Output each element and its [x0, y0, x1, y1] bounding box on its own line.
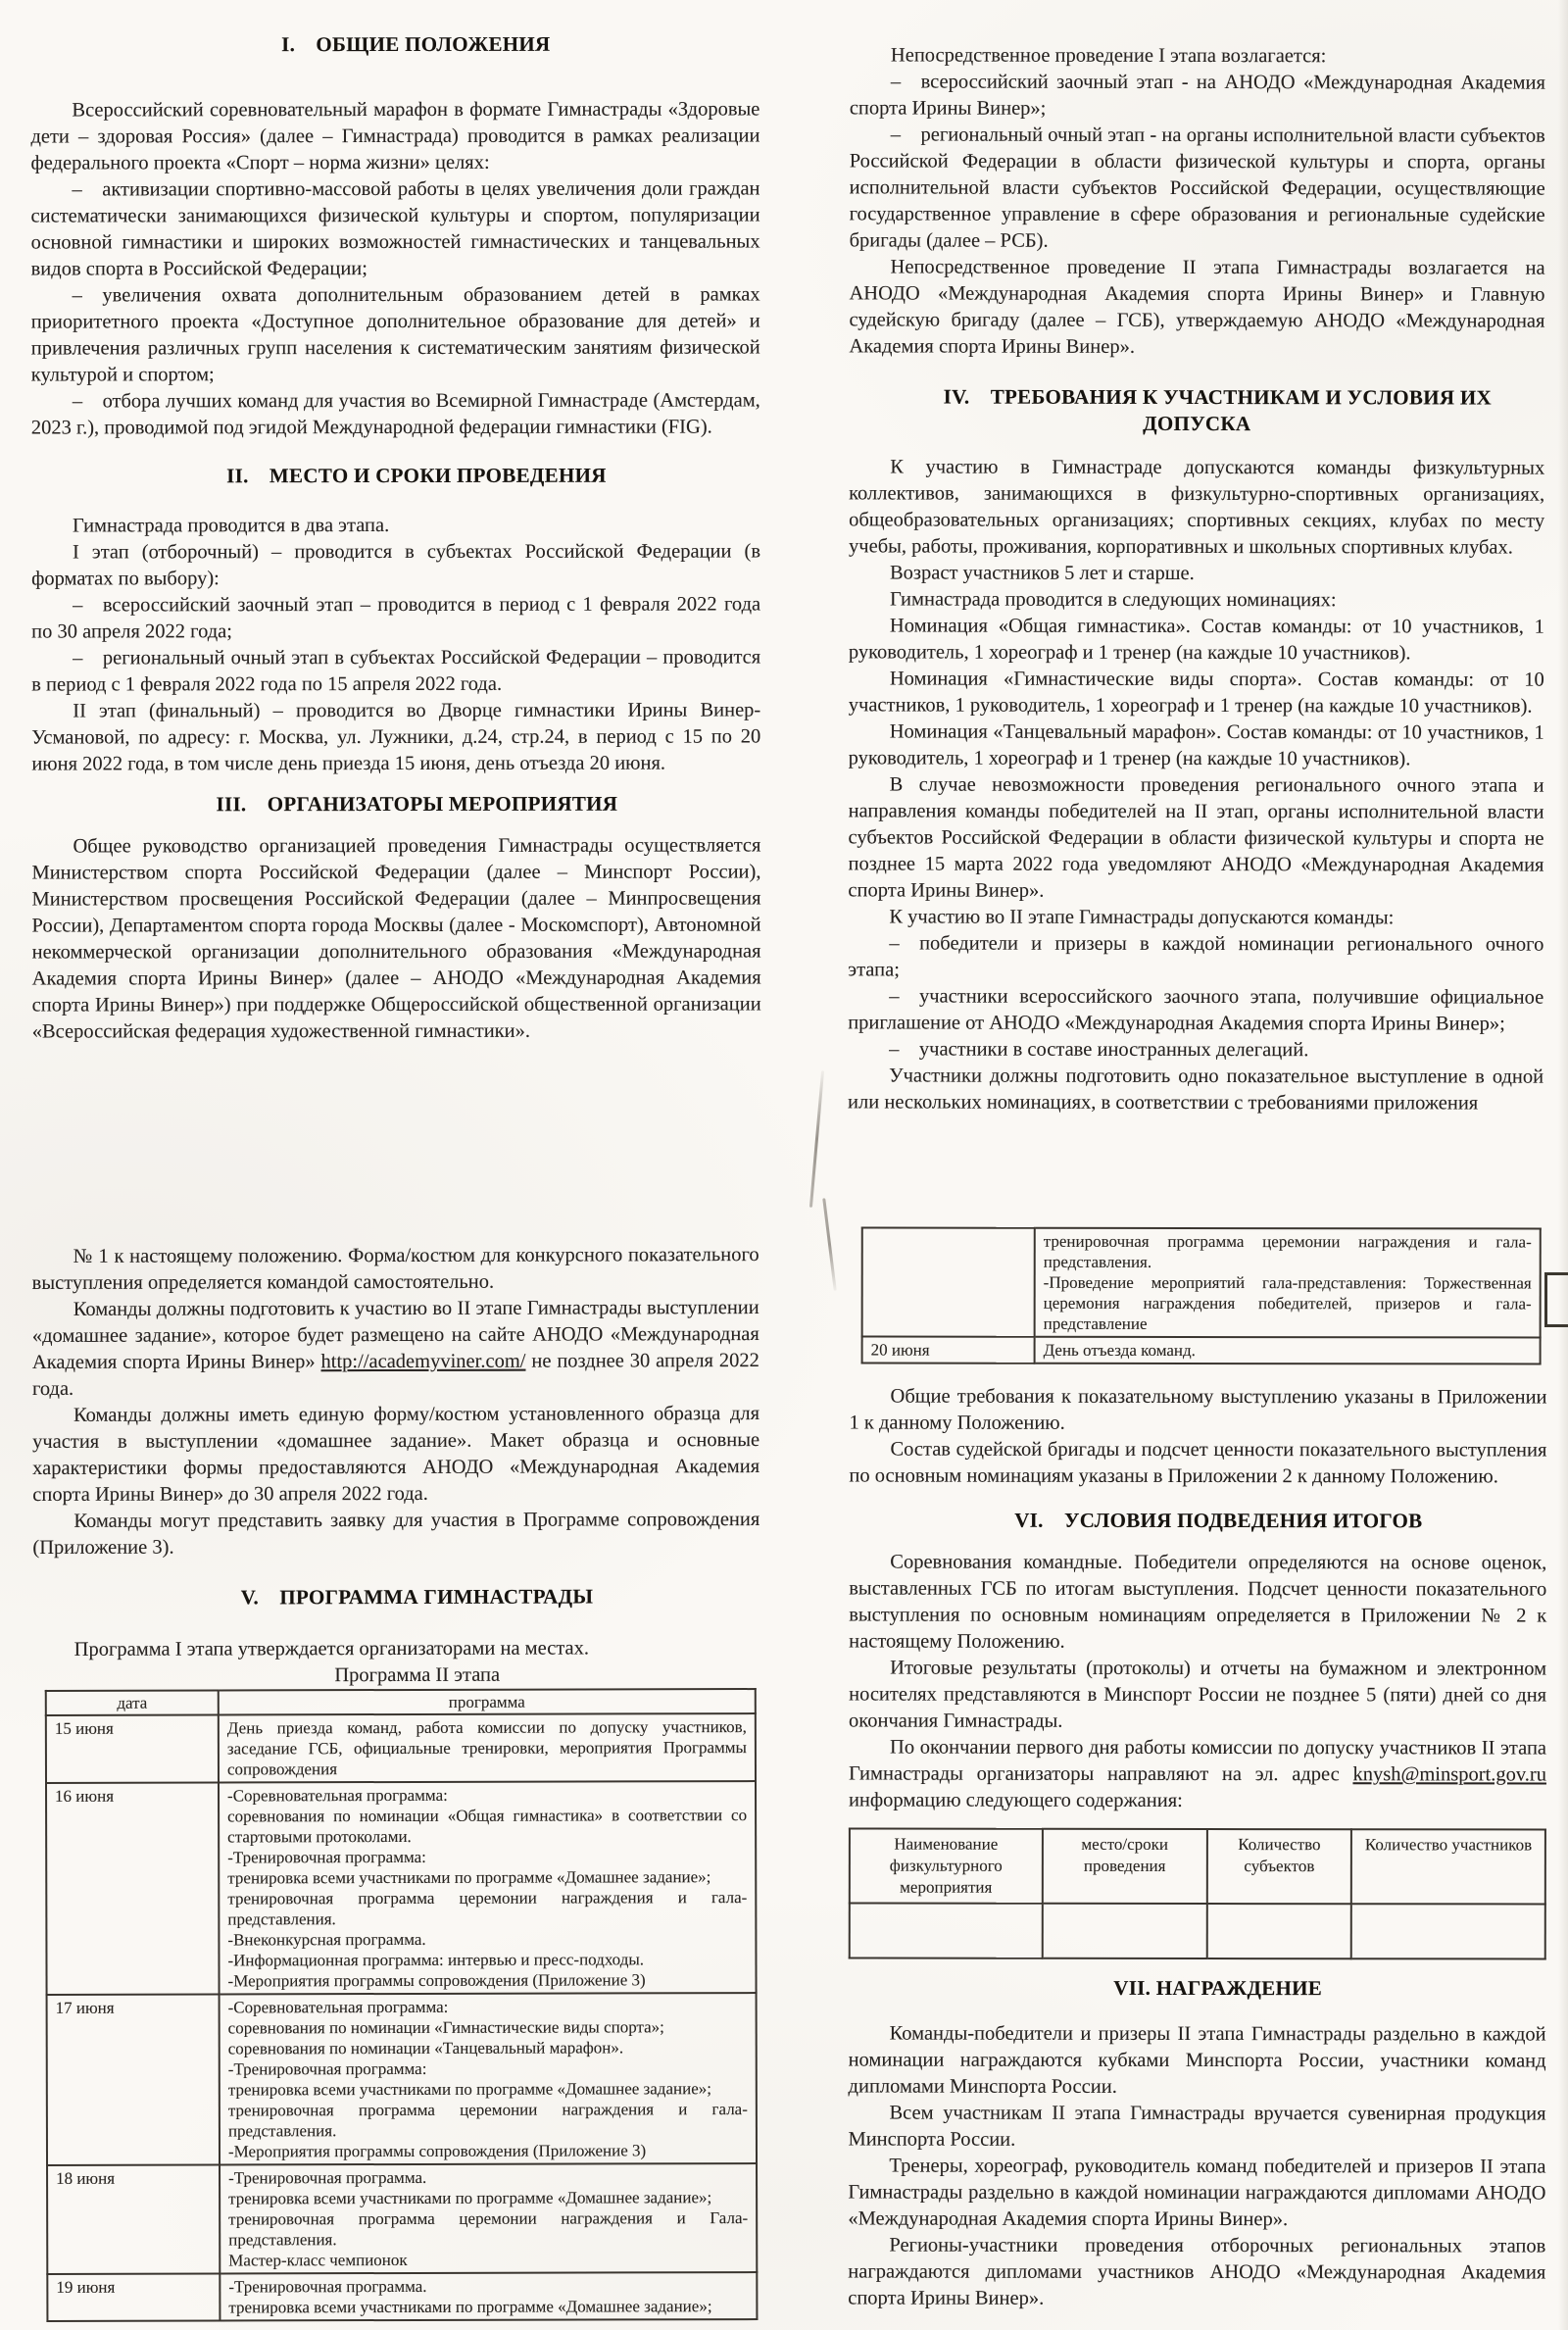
bullet-paragraph: – региональный очный этап в субъектах Российской Федерации – проводится в период с 1 февраля 2022 года по 15 апреля 2022 года.: [31, 646, 761, 696]
scan-crease-artifact: [822, 1198, 837, 1291]
empty-cell: [850, 1904, 1043, 1958]
bullet-paragraph: – региональный очный этап - на органы исполнительной власти субъектов Российской Федерации в области физической культуры и спорта, органы исполнительной власти субъектов Российской Федерации, осуществляющие государственное управление в сфере образования и региональные судейские бригады (далее – РСБ).: [849, 124, 1545, 252]
paragraph: Всем участникам II этапа Гимнастрады вручается сувенирная продукция Минспорта России.: [848, 2102, 1546, 2151]
date-cell: 17 июня: [47, 1994, 220, 2164]
paragraph: Команды-победители и призеры II этапа Гимнастрады раздельно в каждой номинации награждаются кубками Минспорта России, участники команд дипломами Минспорта России.: [848, 2022, 1546, 2098]
paragraph: II этап (финальный) – проводится во Дворце гимнастики Ирины Винер-Усмановой, по адресу: г. Москва, ул. Лужники, д.24, стр.24, в период с 15 по 20 июня 2022 года, в том числе день приезда 15 июня, день отъезда 20 июня.: [31, 699, 761, 775]
program-cell: [1035, 1337, 1541, 1364]
bullet-paragraph: – всероссийский заочный этап – проводится в период с 1 февраля 2022 года по 30 апреля 2022 года;: [31, 593, 761, 643]
cell-line: -Внеконкурсная программа.: [227, 1929, 426, 1950]
table-row: [46, 1713, 756, 1783]
bullet-paragraph: – активизации спортивно-массовой работы в целях увеличения доли граждан систематически занимающихся физической культуры и спортом, популяризации основной гимнастики и широких возможностей гимнастических и танцевальных видов спорта в Российской Федерации;: [30, 177, 760, 280]
section-heading-awards: VII. НАГРАЖДЕНИЕ: [1113, 1975, 1323, 2001]
paragraph: Гимнастрада проводится в следующих номинациях:: [889, 588, 1337, 612]
empty-cell: [1207, 1904, 1352, 1958]
date-cell: 15 июня: [46, 1714, 219, 1782]
cell-line: День отъезда команд.: [1043, 1340, 1196, 1360]
cell-line: -Соревновательная программа:: [227, 1997, 449, 2017]
paragraph: Итоговые результаты (протоколы) и отчеты на бумажном и электронном носителях представляются в Минспорт России не позднее 5 (пяти) дней со дня окончания Гимнастрады.: [849, 1657, 1547, 1732]
paragraph: Общие требования к показательному выступлению указаны в Приложении 1 к данному Положению.: [849, 1385, 1547, 1434]
cell-line: тренировочная программа церемонии награждения и гала-представления.: [227, 1888, 748, 1929]
column-bottom-left: [32, 1242, 762, 2322]
paragraph: Команды могут представить заявку для участия в Программе сопровождения (Приложение 3).: [32, 1509, 760, 1559]
table-header-row: [46, 1689, 756, 1715]
bullet-paragraph: – участники всероссийского заочного этапа, получившие официальное приглашение от АНОДО «Международная Академия спорта Ирины Винер»;: [848, 985, 1544, 1035]
paragraph: Общее руководство организацией проведения Гимнастрады осуществляется Министерством спорта Российской Федерации (далее – Минспорт России), Министерством просвещения Российской Федерации (далее – Минпросвещения России), Департаментом спорта города Москвы (далее - Москомспорт), Автономной некоммерческой организации дополнительного образования «Международная Академия спорта Ирины Винер» (далее – АНОДО «Международная Академия спорта Ирины Винер») при поддержке Общероссийской общественной организации «Всероссийская федерация художественной гимнастики».: [31, 834, 761, 1043]
empty-cell: [1351, 1904, 1545, 1958]
date-cell: [862, 1228, 1035, 1337]
date-cell: 16 июня: [46, 1782, 220, 1994]
column-header-place-dates: место/сроки проведения: [1043, 1829, 1207, 1904]
scan-edge-shadow: [1558, 0, 1568, 2330]
paragraph: I этап (отборочный) – проводится в субъектах Российской Федерации (в форматах по выбору):: [31, 540, 761, 590]
cell-line: -Тренировочная программа.: [228, 2276, 427, 2297]
program-table-continuation: [861, 1227, 1542, 1365]
paragraph: В случае невозможности проведения регионального очного этапа и направления команды победителей на II этап, органы исполнительной власти субъектов Российской Федерации в области физической культуры и спорта не позднее 15 марта 2022 года уведомляют АНОДО «Международная Академия спорта Ирины Винер».: [848, 773, 1544, 902]
paragraph: Непосредственное проведение I этапа возлагается:: [890, 44, 1327, 68]
paragraph: К участию в Гимнастраде допускаются команды физкультурных коллективов, занимающихся в физкультурно-спортивных организациях, общеобразовательных организациях; спортивных секциях, клубах по месту учебы, работы, проживания, корпоративных и школьных спортивных клубах.: [849, 456, 1545, 559]
report-info-table: [849, 1828, 1546, 1960]
paragraph: Гимнастрада проводится в два этапа.: [72, 515, 390, 537]
program-cell: [219, 1781, 757, 1994]
paragraph: Команды должны иметь единую форму/костюм установленного образца для участия в выступлении «домашнее задание». Макет образца и основные характеристики формы предоставляются АНОДО «Международная Академия спорта Ирины Винер» до 30 апреля 2022 года.: [32, 1403, 760, 1506]
paragraph: Всероссийский соревновательный марафон в формате Гимнастрады «Здоровые дети – здоровая Россия» (далее – Гимнастрада) проводится в рамках реализации федерального проекта «Спорт – норма жизни» целях:: [30, 98, 760, 174]
paragraph: Тренеры, хореограф, руководитель команд победителей и призеров II этапа Гимнастрады раздельно в каждой номинации награждаются дипломами АНОДО «Международная Академия спорта Ирины Винер».: [848, 2155, 1546, 2231]
cell-line: -Соревновательная программа:: [227, 1785, 448, 1806]
date-cell: 20 июня: [862, 1337, 1035, 1363]
bullet-paragraph: – всероссийский заочный этап - на АНОДО «Международная Академия спорта Ирины Винер»;: [849, 71, 1545, 120]
empty-cell: [1043, 1904, 1207, 1958]
date-cell: 19 июня: [47, 2273, 220, 2320]
cell-line: тренировочная программа церемонии награждения и гала-представления.: [227, 2100, 748, 2141]
section-heading-organizers: III. ОРГАНИЗАТОРЫ МЕРОПРИЯТИЯ: [216, 791, 618, 817]
program-cell: [220, 2163, 757, 2273]
table-row: [47, 1993, 757, 2165]
paragraph: № 1 к настоящему положению. Форма/костюм для конкурсного показательного выступления определяется командой самостоятельно.: [31, 1244, 760, 1294]
paragraph: Соревнования командные. Победители определяются на основе оценок, выставленных ГСБ по итогам выступления. Подсчет ценности показательного выступления по основным номинациям определяется в Приложении № 2 к настоящему Положению.: [849, 1551, 1547, 1653]
program-cell: [220, 2272, 757, 2320]
paragraph: Номинация «Общая гимнастика». Состав команды: от 10 участников, 1 руководитель, 1 хореограф и 1 тренер (на каждые 10 участников).: [848, 615, 1544, 665]
table-row: [47, 2163, 757, 2274]
program-cell: [220, 1993, 757, 2164]
program-cell: [219, 1713, 756, 1782]
cell-line: -Тренировочная программа:: [227, 1847, 426, 1867]
cell-line: -Мероприятия программы сопровождения (Приложение 3): [227, 1970, 646, 1991]
cell-line: тренировка всеми участниками по программе «Домашнее задание»;: [227, 2079, 711, 2100]
paragraph: Возраст участников 5 лет и старше.: [889, 562, 1195, 584]
paragraph: К участию во II этапе Гимнастрады допускаются команды:: [889, 906, 1395, 929]
paragraph: Состав судейской бригады и подсчет ценности показательного выступления по основным номинациям указаны в Приложении 2 к данному Положению.: [849, 1438, 1547, 1488]
column-header-event-name: Наименование физкультурного мероприятия: [850, 1829, 1043, 1904]
bullet-paragraph: – участники в составе иностранных делегаций.: [889, 1038, 1309, 1062]
section-heading-results: VI. УСЛОВИЯ ПОДВЕДЕНИЯ ИТОГОВ: [1014, 1508, 1423, 1533]
cell-line: -Мероприятия программы сопровождения (Приложение 3): [227, 2141, 647, 2161]
paragraph-text: не позднее 30 апреля 2022 года.: [31, 1350, 760, 1400]
paragraph-text: По окончании первого дня работы комиссии по допуску участников II этапа Гимнастрады организаторы направляют на эл. адрес: [848, 1736, 1547, 1786]
bullet-paragraph: – отбора лучших команд для участия во Всемирной Гимнастраде (Амстердам, 2023 г.), проводимой под эгидой Международной федерации гимнастики (FIG).: [30, 389, 760, 439]
section-heading-place-dates: II. МЕСТО И СРОКИ ПРОВЕДЕНИЯ: [226, 463, 607, 488]
paragraph-text: Команды должны подготовить к участию во II этапе Гимнастрады выступлении «домашнее задание», которое будет размещено на сайте АНОДО «Международная Академия спорта Ирины Винер»: [31, 1297, 760, 1373]
section-heading-program: V. ПРОГРАММА ГИМНАСТРАДЫ: [240, 1584, 594, 1610]
table-row: [850, 1904, 1545, 1959]
cell-line: Мастер-класс чемпионок: [228, 2250, 408, 2270]
paragraph-text: информацию следующего содержания:: [848, 1789, 1183, 1811]
program-cell: [1035, 1228, 1541, 1338]
table-row: [862, 1228, 1541, 1338]
cell-line: соревнования по номинации «Танцевальный марафон».: [227, 2038, 624, 2058]
cell-line: -Тренировочная программа.: [228, 2167, 427, 2188]
cell-line: соревнования по номинации «Гимнастические виды спорта»;: [227, 2017, 664, 2038]
section-heading-general: I. ОБЩИЕ ПОЛОЖЕНИЯ: [281, 31, 551, 57]
paragraph-with-link: [849, 1735, 1546, 1815]
column-top-left: [30, 28, 760, 1045]
column-header-subjects-count: Количество субъектов: [1207, 1829, 1352, 1904]
column-top-right: [848, 42, 1545, 1116]
bullet-paragraph: – увеличения охвата дополнительным образованием детей в рамках приоритетного проекта «Доступное дополнительное образование для детей» и привлечения различных групп населения к систематическим занятиям физической культурой и спортом;: [30, 283, 760, 386]
paragraph: Непосредственное проведение II этапа Гимнастрады возлагается на АНОДО «Международная Академия спорта Ирины Винер» и Главную судейскую бригаду (далее – ГСБ), утверждаемую АНОДО «Международная Академия спорта Ирины Винер».: [849, 256, 1545, 358]
table-row: [46, 1781, 757, 1995]
cell-line: -Проведение мероприятий гала-представления: Торжественная церемония награждения победителей, призеров и гала-представление: [1043, 1272, 1532, 1333]
column-header-program: программа: [219, 1689, 756, 1714]
paragraph: Номинация «Гимнастические виды спорта». Состав команды: от 10 участников, 1 руководитель, 1 хореограф и 1 тренер (на каждые 10 участников).: [848, 668, 1544, 718]
column-header-participants-count: Количество участников: [1351, 1829, 1545, 1904]
cell-line: -Тренировочная программа:: [227, 2058, 427, 2079]
paragraph: Номинация «Танцевальный марафон». Состав команды: от 10 участников, 1 руководитель, 1 хореограф и 1 тренер (на каждые 10 участников).: [848, 720, 1544, 770]
cell-line: тренировка всеми участниками по программе «Домашнее задание»;: [228, 2188, 712, 2208]
program-table: [45, 1688, 759, 2322]
paragraph-with-link: [32, 1295, 760, 1403]
scan-crease-artifact: [809, 1070, 824, 1208]
paragraph: Программа I этапа утверждается организаторами на местах.: [74, 1637, 590, 1661]
cell-line: -Информационная программа: интервью и пресс-подходы.: [227, 1950, 645, 1970]
cell-line: тренировка всеми участниками по программе «Домашнее задание»;: [228, 2297, 712, 2317]
table-header-row: [850, 1829, 1545, 1905]
paragraph: Регионы-участники проведения отборочных региональных этапов награждаются дипломами участников АНОДО «Международная Академия спорта Ирины Винер».: [848, 2234, 1546, 2309]
table-caption: Программа II этапа: [334, 1663, 501, 1687]
cell-line: тренировочная программа церемонии награждения и Гала-представления.: [228, 2208, 749, 2250]
cell-line: тренировочная программа церемонии награждения и гала-представления.: [1043, 1231, 1532, 1271]
cell-line: тренировка всеми участниками по программе «Домашнее задание»;: [227, 1867, 711, 1888]
email-link[interactable]: knysh@minsport.gov.ru: [1352, 1763, 1547, 1786]
bullet-paragraph: – победители и призеры в каждой номинации регионального очного этапа;: [848, 932, 1544, 981]
website-link[interactable]: http://academyviner.com/: [320, 1350, 526, 1373]
cell-line: День приезда команд, работа комиссии по допуску участников, заседание ГСБ, официальные тренировки, мероприятия Программы сопровождения: [226, 1717, 747, 1779]
paragraph: Участники должны подготовить одно показательное выступление в одной или нескольких номинациях, в соответствии с требованиями приложения: [848, 1065, 1544, 1115]
cell-line: соревнования по номинации «Общая гимнастика» в соответствии со стартовыми протоколами.: [227, 1806, 748, 1847]
date-cell: 18 июня: [47, 2164, 220, 2273]
section-heading-requirements: IV. ТРЕБОВАНИЯ К УЧАСТНИКАМ И УСЛОВИЯ ИХ ДОПУСКА: [943, 384, 1493, 436]
column-bottom-right: [848, 1227, 1547, 2313]
column-header-date: дата: [46, 1690, 219, 1714]
table-row: [862, 1337, 1541, 1364]
table-row: [47, 2272, 757, 2321]
